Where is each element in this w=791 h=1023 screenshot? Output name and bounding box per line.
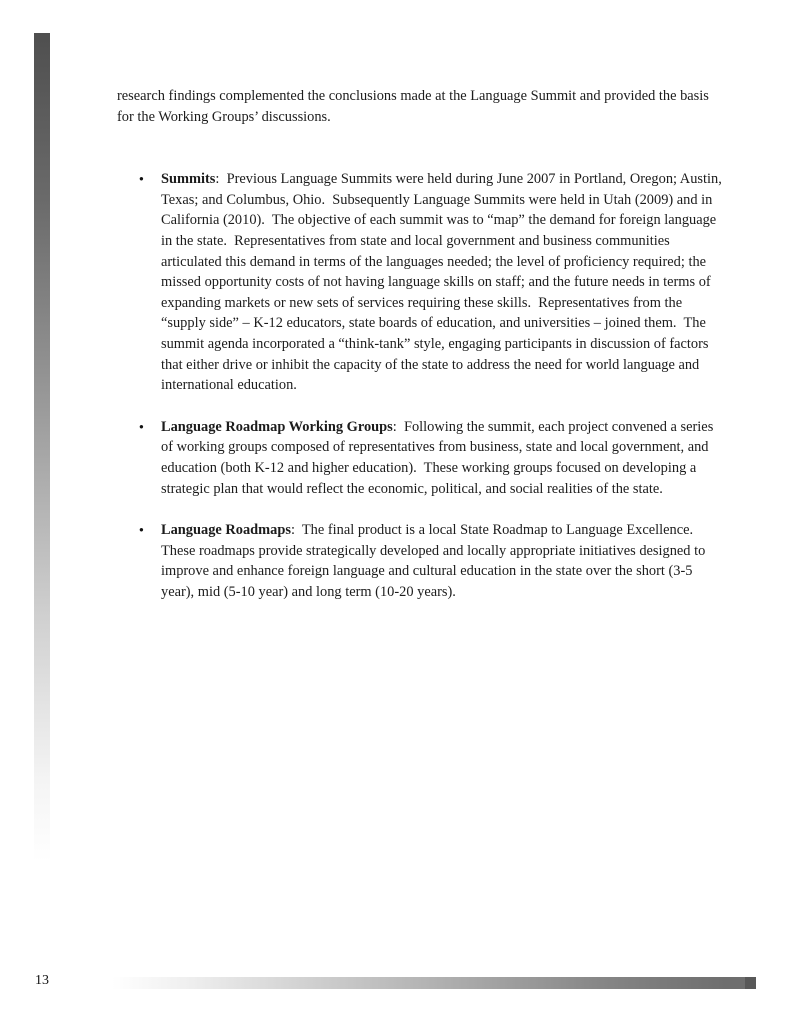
- bullet-body-roadmaps: : The final product is a local State Roadmap to Language Excellence. These roadmaps provide strategically developed and locally appropriate initiatives designed to improve and enhance foreign language and cultural education in the state over the short (3-5 year), mid (5-10 year) and long term (10-20 years).: [161, 522, 709, 600]
- bullet-icon: ●: [139, 421, 144, 431]
- bullet-item-roadmaps: [117, 520, 725, 602]
- bullet-body-summits: : Previous Language Summits were held during June 2007 in Portland, Oregon; Austin, Texas; and Columbus, Ohio. Subsequently Language Summits were held in Utah (2009) and in California (2010). The objective of each summit was to “map” the demand for foreign language in the state. Representatives from state and local government and business communities articulated this demand in terms of the languages needed; the level of proficiency required; the missed opportunity costs of not having language skills on staff; and the future needs in terms of expanding markets or new sets of services requiring these skills. Representatives from the “supply side” – K-12 educators, state boards of education, and universities – joined them. The summit agenda incorporated a “think-tank” style, engaging participants in discussion of factors that either drive or inhibit the capacity of the state to address the need for world language and international education.: [161, 171, 726, 394]
- bullet-list: [117, 169, 727, 602]
- bullet-lead-summits: Summits: [161, 171, 216, 188]
- bullet-body-working-groups: : Following the summit, each project convened a series of working groups composed of representatives from business, state and local government, and education (both K-12 and higher education). These working groups focused on developing a strategic plan that would reflect the economic, political, and social realities of the state.: [161, 418, 717, 497]
- bullet-item-working-groups: [117, 417, 725, 499]
- bullet-item-summits: [117, 169, 725, 396]
- bullet-lead-roadmaps: Language Roadmaps: [161, 522, 291, 539]
- page-content: [117, 86, 727, 602]
- bottom-bar-end-cap: [745, 977, 756, 989]
- left-accent-bar: [34, 33, 50, 862]
- bottom-gradient-bar: [112, 977, 745, 989]
- intro-paragraph: research findings complemented the conclusions made at the Language Summit and provided the basis for the Working Groups’ discussions.: [117, 88, 713, 125]
- bullet-icon: ●: [139, 525, 144, 535]
- page-number: 13: [35, 973, 49, 988]
- bullet-lead-working-groups: Language Roadmap Working Groups: [161, 418, 393, 435]
- bullet-icon: ●: [139, 174, 144, 184]
